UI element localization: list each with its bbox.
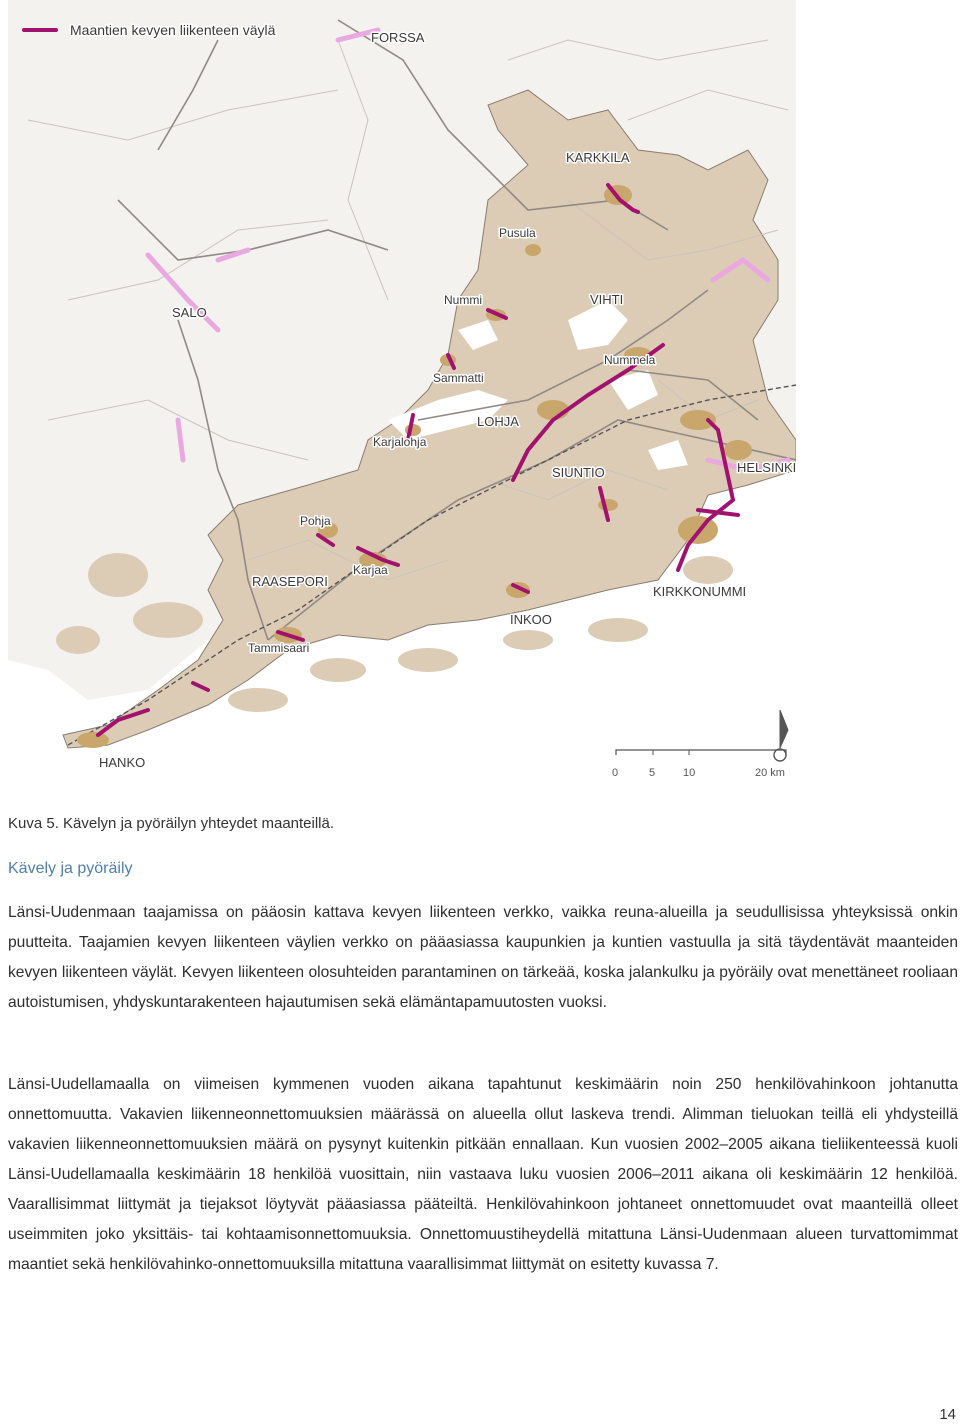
place-label-forssa: FORSSA <box>371 30 425 45</box>
map-svg <box>8 0 796 790</box>
place-label-karjalohja: Karjalohja <box>373 435 427 449</box>
place-label-tammisaari: Tammisaari <box>248 641 310 655</box>
scale-tick-0: 0 <box>612 767 619 779</box>
place-label-inkoo: INKOO <box>510 612 552 627</box>
figure-caption: Kuva 5. Kävelyn ja pyöräilyn yhteydet maanteillä. <box>8 815 335 832</box>
place-label-pohja: Pohja <box>300 514 331 528</box>
place-label-lohja: LOHJA <box>477 414 519 429</box>
place-label-hanko: HANKO <box>99 755 146 770</box>
place-label-salo: SALO <box>172 305 207 320</box>
scale-tick-20: 20 km <box>755 767 785 779</box>
place-label-pusula: Pusula <box>499 226 536 240</box>
legend-label: Maantien kevyen liikenteen väylä <box>70 22 276 38</box>
place-label-vihti: VIHTI <box>590 292 624 307</box>
place-label-raasepori: RAASEPORI <box>252 574 328 589</box>
paragraph-2: Länsi-Uudellamaalla on viimeisen kymmenen vuoden aikana tapahtunut keskimäärin noin 250 henkilövahinkoon johtanutta onnettomuutta. Vakavien liikenneonnettomuuksien määrässä on alueella ollut laskeva trendi. Alimman tieluokan teillä eli yhdysteillä vakavien liikenneonnettomuuksien määrä on pysynyt kuitenkin pitkään ennallaan. Kun vuosien 2002–2005 aikana tieliikenteessä kuoli Länsi-Uudellamaalla keskimäärin 18 henkilöä vuosittain, niin vastaava luku vuosien 2006–2011 aikana oli keskimäärin 12 henkilöä. Vaarallisimmat liittymät ja tiejaksot löytyvät pääasiassa pääteiltä. Henkilövahinkoon johtaneet onnettomuudet ovat maanteillä olleet useimmiten joko yksittäis- tai kohtaamisonnettomuuksia. Onnettomuustiheydellä mitattuna Länsi-Uudenmaan alueen turvattomimmat maantiet sekä henkilövahinko-onnettomuuksilla mitattuna vaarallisimmat liittymät on esitetty kuvassa 7. <box>8 1076 958 1273</box>
place-label-kirkkonummi: KIRKKONUMMI <box>653 584 747 599</box>
place-label-sammatti: Sammatti <box>433 371 484 385</box>
place-label-siuntio: SIUNTIO <box>552 465 605 480</box>
section-title: Kävely ja pyöräily <box>8 860 133 877</box>
place-label-karjaa: Karjaa <box>353 563 388 577</box>
place-label-nummela: Nummela <box>604 353 656 367</box>
page-number: 14 <box>939 1406 956 1423</box>
place-label-nummi: Nummi <box>444 293 482 307</box>
scale-tick-10: 10 <box>683 767 696 779</box>
place-label-karkkila: KARKKILA <box>566 150 630 165</box>
place-label-helsinki: HELSINKI <box>737 460 796 475</box>
paragraph-1: Länsi-Uudenmaan taajamissa on pääosin kattava kevyen liikenteen verkko, vaikka reuna-alueilla ja seudullisissa yhteyksissä onkin puutteita. Taajamien kevyen liikenteen väylien verkko on pääasiassa kaupunkien ja kuntien vastuulla ja sitä täydentävät maanteiden kevyen liikenteen väylät. Kevyen liikenteen olosuhteiden parantaminen on tärkeää, koska jalankulku ja pyöräily ovat menettäneet rooliaan autoistumisen, yhdyskuntarakenteen hajautumisen sekä elämäntapamuutosten vuoksi. <box>8 904 958 1011</box>
scale-tick-5: 5 <box>649 767 656 779</box>
map-figure <box>8 0 796 790</box>
